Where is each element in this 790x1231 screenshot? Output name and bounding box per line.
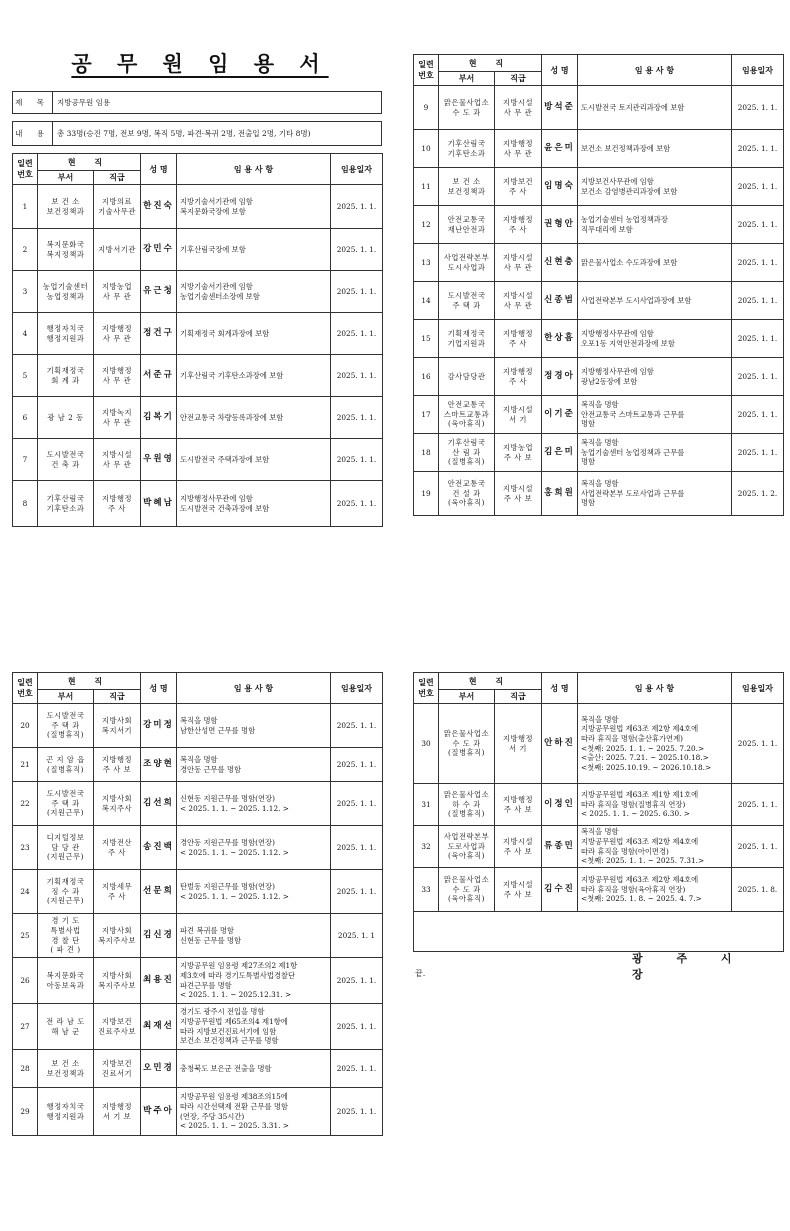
panel-4 bbox=[413, 672, 783, 952]
table-row bbox=[13, 748, 383, 782]
row-department: 기획재정국 기업지원과 bbox=[439, 320, 495, 358]
row-rank: 지방사회 복지주사보 bbox=[94, 914, 141, 958]
table-row bbox=[13, 313, 383, 355]
header-date: 임용일자 bbox=[732, 55, 784, 86]
row-department: 기후산림국 기후탄소과 bbox=[38, 481, 94, 527]
row-department: 광 남 2 동 bbox=[38, 397, 94, 439]
row-action: 복직을 명함 경안동 근무를 명함 bbox=[177, 748, 331, 782]
row-department: 안전교통국 건 설 과 (육아휴직) bbox=[439, 472, 495, 516]
row-date: 2025. 1. 1. bbox=[331, 355, 383, 397]
row-rank: 지방농업 주 사 보 bbox=[495, 434, 542, 472]
header-dept: 부서 bbox=[439, 690, 495, 704]
table-row bbox=[13, 782, 383, 826]
row-name: 신종범 bbox=[542, 282, 578, 320]
row-date: 2025. 1. 1. bbox=[732, 130, 784, 168]
row-date: 2025. 1. 1. bbox=[331, 1050, 383, 1088]
header-seq bbox=[13, 673, 38, 704]
row-name: 안하진 bbox=[542, 704, 578, 784]
header-action: 임 용 사 항 bbox=[177, 154, 331, 185]
row-name: 유근청 bbox=[141, 271, 177, 313]
row-date: 2025. 1. 1. bbox=[331, 313, 383, 355]
header-current: 현 직 bbox=[38, 673, 141, 690]
row-number: 10 bbox=[414, 130, 439, 168]
row-number: 27 bbox=[13, 1004, 38, 1050]
row-number: 1 bbox=[13, 185, 38, 229]
row-department: 도시발전국 주 택 과 (지원근무) bbox=[38, 782, 94, 826]
row-rank: 지방행정 주 사 보 bbox=[495, 784, 542, 826]
row-name: 강민수 bbox=[141, 229, 177, 271]
table-row bbox=[414, 282, 784, 320]
row-rank: 지방보건 진료주사보 bbox=[94, 1004, 141, 1050]
row-date: 2025. 1. 1. bbox=[732, 206, 784, 244]
row-number: 9 bbox=[414, 86, 439, 130]
row-department: 기후산림국 기후탄소과 bbox=[439, 130, 495, 168]
header-name: 성 명 bbox=[542, 55, 578, 86]
signature-cell bbox=[414, 912, 784, 952]
row-action: 지방기술서기관에 임함 복지문화국장에 보함 bbox=[177, 185, 331, 229]
row-number: 21 bbox=[13, 748, 38, 782]
panel-2 bbox=[413, 54, 783, 516]
table-row bbox=[13, 1050, 383, 1088]
table-row bbox=[13, 958, 383, 1004]
row-rank: 지방행정 사 무 관 bbox=[94, 313, 141, 355]
header-date: 임용일자 bbox=[331, 154, 383, 185]
table-row bbox=[414, 244, 784, 282]
table-row bbox=[414, 130, 784, 168]
header-name: 성 명 bbox=[542, 673, 578, 704]
row-date: 2025. 1. 1. bbox=[331, 782, 383, 826]
row-number: 7 bbox=[13, 439, 38, 481]
header-seq-line1: 일련 bbox=[418, 59, 434, 70]
row-rank: 지방사회 복지주사 bbox=[94, 782, 141, 826]
panel-1 bbox=[12, 153, 382, 527]
row-number: 18 bbox=[414, 434, 439, 472]
appointment-table bbox=[413, 672, 784, 952]
row-department: 도시발전국 건 축 과 bbox=[38, 439, 94, 481]
row-number: 16 bbox=[414, 358, 439, 396]
row-rank: 지방보건 주 사 bbox=[495, 168, 542, 206]
row-name: 최재선 bbox=[141, 1004, 177, 1050]
row-number: 26 bbox=[13, 958, 38, 1004]
row-action: 기획재정국 회계과장에 보함 bbox=[177, 313, 331, 355]
row-department: 기획재정국 회 계 과 bbox=[38, 355, 94, 397]
row-number: 25 bbox=[13, 914, 38, 958]
row-action: 탄벌동 지원근무를 명함(연장) < 2025. 1. 1. ~ 2025. 1.12. > bbox=[177, 870, 331, 914]
row-date: 2025. 1. 1. bbox=[331, 271, 383, 313]
row-number: 31 bbox=[414, 784, 439, 826]
row-rank: 지방의료 기술사무관 bbox=[94, 185, 141, 229]
header-rank: 직급 bbox=[94, 171, 141, 185]
row-number: 15 bbox=[414, 320, 439, 358]
row-number: 28 bbox=[13, 1050, 38, 1088]
row-rank: 지방행정 서 기 보 bbox=[94, 1088, 141, 1136]
table-row bbox=[414, 868, 784, 912]
row-action: 지방행정사무관에 임함 오포1동 지역안전과장에 보함 bbox=[578, 320, 732, 358]
row-department: 도시발전국 주 택 과 bbox=[439, 282, 495, 320]
row-date: 2025. 1. 1. bbox=[331, 229, 383, 271]
row-number: 2 bbox=[13, 229, 38, 271]
row-number: 29 bbox=[13, 1088, 38, 1136]
row-action: 도시발전국 토지관리과장에 보함 bbox=[578, 86, 732, 130]
row-number: 24 bbox=[13, 870, 38, 914]
row-date: 2025. 1. 1. bbox=[331, 397, 383, 439]
row-name: 송진백 bbox=[141, 826, 177, 870]
row-action: 보건소 보건정책과장에 보함 bbox=[578, 130, 732, 168]
header-action: 임 용 사 항 bbox=[578, 673, 732, 704]
row-name: 조양현 bbox=[141, 748, 177, 782]
table-row bbox=[414, 826, 784, 868]
row-action: 경안동 지원근무를 명함(연장) < 2025. 1. 1. ~ 2025. 1.12. > bbox=[177, 826, 331, 870]
subject-value: 지방공무원 임용 bbox=[57, 98, 111, 107]
row-date: 2025. 1. 1. bbox=[331, 870, 383, 914]
row-rank: 지방사회 복지서기 bbox=[94, 704, 141, 748]
row-rank: 지방행정 주 사 bbox=[94, 481, 141, 527]
subject-label: 제 목 bbox=[13, 92, 53, 113]
table-row bbox=[414, 704, 784, 784]
row-date: 2025. 1. 1. bbox=[331, 439, 383, 481]
row-name: 우원영 bbox=[141, 439, 177, 481]
row-name: 김선희 bbox=[141, 782, 177, 826]
header-current: 현 직 bbox=[439, 673, 542, 690]
header-seq-line1: 일련 bbox=[17, 158, 33, 169]
row-action: 지방행정사무관에 임함 도시발전국 건축과장에 보함 bbox=[177, 481, 331, 527]
row-action: 충청북도 보은군 전출을 명함 bbox=[177, 1050, 331, 1088]
row-department: 행정자치국 행정지원과 bbox=[38, 313, 94, 355]
appointment-table bbox=[12, 153, 383, 527]
row-number: 30 bbox=[414, 704, 439, 784]
row-rank: 지방행정 주 사 bbox=[495, 206, 542, 244]
row-date: 2025. 1. 1. bbox=[732, 244, 784, 282]
row-rank: 지방시설 사 무 관 bbox=[495, 282, 542, 320]
row-action: 도시발전국 주택과장에 보함 bbox=[177, 439, 331, 481]
table-row bbox=[13, 481, 383, 527]
row-action: 농업기술센터 농업정책과장 직무대리에 보함 bbox=[578, 206, 732, 244]
row-department: 복지문화국 복지정책과 bbox=[38, 229, 94, 271]
row-department: 기획재정국 징 수 과 (지원근무) bbox=[38, 870, 94, 914]
row-name: 김수진 bbox=[542, 868, 578, 912]
table-row bbox=[13, 914, 383, 958]
document-title: 공 무 원 임 용 서 bbox=[71, 51, 329, 76]
row-number: 19 bbox=[414, 472, 439, 516]
row-department: 사업전략본부 도로사업과 (육아휴직) bbox=[439, 826, 495, 868]
row-number: 5 bbox=[13, 355, 38, 397]
row-date: 2025. 1. 1 bbox=[331, 914, 383, 958]
panel-3 bbox=[12, 672, 382, 1136]
row-action: 기후산림국장에 보함 bbox=[177, 229, 331, 271]
header-seq bbox=[414, 55, 439, 86]
row-date: 2025. 1. 1. bbox=[732, 86, 784, 130]
row-name: 방석준 bbox=[542, 86, 578, 130]
header-seq-line2: 번호 bbox=[17, 688, 33, 698]
table-row bbox=[414, 396, 784, 434]
row-name: 서준규 bbox=[141, 355, 177, 397]
table-row bbox=[13, 870, 383, 914]
row-date: 2025. 1. 1. bbox=[331, 704, 383, 748]
row-rank: 지방시설 사 무 관 bbox=[495, 86, 542, 130]
row-name: 강미정 bbox=[141, 704, 177, 748]
row-name: 이정인 bbox=[542, 784, 578, 826]
header-seq-line2: 번호 bbox=[418, 70, 434, 80]
row-rank: 지방시설 서 기 bbox=[495, 396, 542, 434]
header-dept: 부서 bbox=[38, 171, 94, 185]
table-row bbox=[414, 434, 784, 472]
header-name: 성 명 bbox=[141, 154, 177, 185]
table-row bbox=[414, 206, 784, 244]
table-row bbox=[13, 826, 383, 870]
row-number: 33 bbox=[414, 868, 439, 912]
row-number: 12 bbox=[414, 206, 439, 244]
content-value: 총 33명(승진 7명, 전보 9명, 복직 5명, 파견·복귀 2명, 전출입 2명, 기타 8명) bbox=[57, 129, 311, 138]
row-name: 박주아 bbox=[141, 1088, 177, 1136]
table-row bbox=[414, 86, 784, 130]
row-action: 지방기술서기관에 임함 농업기술센터소장에 보함 bbox=[177, 271, 331, 313]
row-name: 윤은미 bbox=[542, 130, 578, 168]
row-department: 안전교통국 재난안전과 bbox=[439, 206, 495, 244]
row-action: 복직을 명함 남한산성면 근무를 명함 bbox=[177, 704, 331, 748]
row-date: 2025. 1. 1. bbox=[732, 784, 784, 826]
content-row bbox=[12, 121, 382, 146]
row-rank: 지방전산 주 사 bbox=[94, 826, 141, 870]
row-action: 파견 복귀를 명함 신현동 근무를 명함 bbox=[177, 914, 331, 958]
appointment-table bbox=[12, 672, 383, 1136]
row-date: 2025. 1. 1. bbox=[732, 434, 784, 472]
row-rank: 지방보건 진료서기 bbox=[94, 1050, 141, 1088]
header-current: 현 직 bbox=[38, 154, 141, 171]
table-row bbox=[414, 168, 784, 206]
row-name: 박혜남 bbox=[141, 481, 177, 527]
table-row bbox=[13, 355, 383, 397]
row-date: 2025. 1. 1. bbox=[732, 168, 784, 206]
row-number: 23 bbox=[13, 826, 38, 870]
row-rank: 지방시설 사 무 관 bbox=[495, 244, 542, 282]
header-action: 임 용 사 항 bbox=[177, 673, 331, 704]
row-department: 전 라 남 도 해 남 군 bbox=[38, 1004, 94, 1050]
row-rank: 지방행정 사 무 관 bbox=[94, 355, 141, 397]
row-action: 신현동 지원근무를 명함(연장) < 2025. 1. 1. ~ 2025. 1.12. > bbox=[177, 782, 331, 826]
row-date: 2025. 1. 1. bbox=[331, 958, 383, 1004]
content-label: 내 용 bbox=[13, 122, 53, 145]
row-number: 17 bbox=[414, 396, 439, 434]
header-rank: 직급 bbox=[495, 72, 542, 86]
row-department: 감사담당관 bbox=[439, 358, 495, 396]
row-department: 복지문화국 아동보육과 bbox=[38, 958, 94, 1004]
header-dept: 부서 bbox=[439, 72, 495, 86]
row-date: 2025. 1. 1. bbox=[732, 826, 784, 868]
row-action: 복직을 명함 농업기술센터 농업정책과 근무를 명함 bbox=[578, 434, 732, 472]
table-row bbox=[13, 704, 383, 748]
row-department: 보 건 소 보건정책과 bbox=[38, 185, 94, 229]
row-name: 김은미 bbox=[542, 434, 578, 472]
header-seq-line1: 일련 bbox=[418, 677, 434, 688]
row-action: 지방공무원법 제63조 제1항 제1호에 따라 휴직을 명함(질병휴직 연장) < 2025. 1. 1. ~ 2025. 6.30. > bbox=[578, 784, 732, 826]
subject-row bbox=[12, 91, 382, 114]
table-row bbox=[13, 229, 383, 271]
row-department: 기후산림국 산 림 과 (질병휴직) bbox=[439, 434, 495, 472]
row-rank: 지방녹지 사 무 관 bbox=[94, 397, 141, 439]
row-date: 2025. 1. 1. bbox=[331, 826, 383, 870]
header-seq bbox=[414, 673, 439, 704]
row-department: 사업전략본부 도시사업과 bbox=[439, 244, 495, 282]
row-rank: 지방시설 주 사 보 bbox=[495, 868, 542, 912]
row-action: 지방공무원 임용령 제27조의2 제1항 제3호에 따라 경기도특별사법경찰단 파견근무를 명함 < 2025. 1. 1. ~ 2025.12.31. > bbox=[177, 958, 331, 1004]
row-number: 6 bbox=[13, 397, 38, 439]
row-date: 2025. 1. 1. bbox=[732, 358, 784, 396]
row-department: 맑은물사업소 하 수 과 (질병휴직) bbox=[439, 784, 495, 826]
row-rank: 지방농업 사 무 관 bbox=[94, 271, 141, 313]
row-name: 정경아 bbox=[542, 358, 578, 396]
row-date: 2025. 1. 2. bbox=[732, 472, 784, 516]
row-rank: 지방행정 주 사 bbox=[495, 358, 542, 396]
row-rank: 지방시설 사 무 관 bbox=[94, 439, 141, 481]
row-rank: 지방행정 주 사 bbox=[495, 320, 542, 358]
row-name: 홍희원 bbox=[542, 472, 578, 516]
row-department: 보 건 소 보건정책과 bbox=[439, 168, 495, 206]
signature-row bbox=[414, 912, 784, 952]
appointment-table bbox=[413, 54, 784, 516]
row-number: 3 bbox=[13, 271, 38, 313]
header-rank: 직급 bbox=[94, 690, 141, 704]
row-name: 김신경 bbox=[141, 914, 177, 958]
row-name: 류종민 bbox=[542, 826, 578, 868]
header-action: 임 용 사 항 bbox=[578, 55, 732, 86]
row-action: 지방행정사무관에 임함 광남2동장에 보함 bbox=[578, 358, 732, 396]
row-action: 기후산림국 기후탄소과장에 보함 bbox=[177, 355, 331, 397]
row-date: 2025. 1. 1. bbox=[331, 1088, 383, 1136]
table-row bbox=[13, 1004, 383, 1050]
row-department: 도시발전국 주 택 과 (질병휴직) bbox=[38, 704, 94, 748]
signature: 광 주 시 장 bbox=[632, 952, 747, 981]
row-date: 2025. 1. 1. bbox=[331, 748, 383, 782]
row-number: 8 bbox=[13, 481, 38, 527]
table-row bbox=[414, 784, 784, 826]
row-date: 2025. 1. 1. bbox=[732, 320, 784, 358]
table-row bbox=[13, 1088, 383, 1136]
row-department: 맑은물사업소 수 도 과 (육아휴직) bbox=[439, 868, 495, 912]
row-department: 곤 지 암 읍 (질병휴직) bbox=[38, 748, 94, 782]
row-date: 2025. 1. 8. bbox=[732, 868, 784, 912]
row-name: 오민경 bbox=[141, 1050, 177, 1088]
row-action: 안전교통국 차량등록과장에 보함 bbox=[177, 397, 331, 439]
row-action: 복직을 명함 사업전략본부 도로사업과 근무를 명함 bbox=[578, 472, 732, 516]
header-current: 현 직 bbox=[439, 55, 542, 72]
row-action: 사업전략본부 도시사업과장에 보함 bbox=[578, 282, 732, 320]
row-action: 지방공무원 임용령 제38조의15에 따라 시간선택제 전환 근무를 명함 (연장, 주당 35시간) < 2025. 1. 1. ~ 2025. 3.31. > bbox=[177, 1088, 331, 1136]
row-name: 선문희 bbox=[141, 870, 177, 914]
header-rank: 직급 bbox=[495, 690, 542, 704]
row-department: 맑은물사업소 수 도 과 (질병휴직) bbox=[439, 704, 495, 784]
table-row bbox=[13, 397, 383, 439]
row-department: 보 건 소 보건정책과 bbox=[38, 1050, 94, 1088]
row-date: 2025. 1. 1. bbox=[331, 185, 383, 229]
header-seq-line1: 일련 bbox=[17, 677, 33, 688]
row-action: 지방보건사무관에 임함 보건소 감염병관리과장에 보함 bbox=[578, 168, 732, 206]
row-rank: 지방행정 서 기 bbox=[495, 704, 542, 784]
header-seq-line2: 번호 bbox=[17, 169, 33, 179]
row-name: 임명숙 bbox=[542, 168, 578, 206]
row-number: 14 bbox=[414, 282, 439, 320]
header-date: 임용일자 bbox=[732, 673, 784, 704]
row-department: 행정자치국 행정지원과 bbox=[38, 1088, 94, 1136]
row-number: 13 bbox=[414, 244, 439, 282]
row-department: 디지털정보 담 당 관 (지원근무) bbox=[38, 826, 94, 870]
row-rank: 지방세무 주 사 bbox=[94, 870, 141, 914]
table-row bbox=[13, 271, 383, 313]
row-date: 2025. 1. 1. bbox=[331, 1004, 383, 1050]
row-department: 맑은물사업소 수 도 과 bbox=[439, 86, 495, 130]
row-name: 이기준 bbox=[542, 396, 578, 434]
end-mark: 끝. bbox=[415, 969, 426, 978]
header-dept: 부서 bbox=[38, 690, 94, 704]
row-date: 2025. 1. 1. bbox=[732, 396, 784, 434]
row-date: 2025. 1. 1. bbox=[331, 481, 383, 527]
table-row bbox=[414, 358, 784, 396]
table-row bbox=[414, 472, 784, 516]
row-name: 한상흠 bbox=[542, 320, 578, 358]
row-number: 22 bbox=[13, 782, 38, 826]
row-number: 32 bbox=[414, 826, 439, 868]
row-date: 2025. 1. 1. bbox=[732, 704, 784, 784]
row-name: 신현충 bbox=[542, 244, 578, 282]
row-number: 11 bbox=[414, 168, 439, 206]
row-name: 권형안 bbox=[542, 206, 578, 244]
row-department: 안전교통국 스마트교통과 (육아휴직) bbox=[439, 396, 495, 434]
row-number: 4 bbox=[13, 313, 38, 355]
row-action: 경기도 광주시 전입을 명함 지방공무원법 제65조의4 제1항에 따라 지방보건진료서기에 임함 보건소 보건정책과 근무를 명함 bbox=[177, 1004, 331, 1050]
table-row bbox=[414, 320, 784, 358]
row-number: 20 bbox=[13, 704, 38, 748]
row-action: 지방공무원법 제63조 제2항 제4호에 따라 휴직을 명함(육아휴직 연장) <첫째: 2025. 1. 8. ~ 2025. 4. 7.> bbox=[578, 868, 732, 912]
row-department: 경 기 도 특별사법 경 찰 단 ( 파 견 ) bbox=[38, 914, 94, 958]
row-rank: 지방행정 사 무 관 bbox=[495, 130, 542, 168]
row-action: 복직을 명함 지방공무원법 제63조 제2항 제4호에 따라 휴직을 명함(출산휴가연계) <첫째: 2025. 1. 1. ~ 2025. 7.20.> <출산: 2025. 7.21. ~ 2025.10.18.> <첫째: 2025.10.19. ~ 2026.10.18.> bbox=[578, 704, 732, 784]
row-name: 한진숙 bbox=[141, 185, 177, 229]
row-rank: 지방사회 복지주사보 bbox=[94, 958, 141, 1004]
row-name: 김복기 bbox=[141, 397, 177, 439]
header-seq bbox=[13, 154, 38, 185]
row-name: 정건구 bbox=[141, 313, 177, 355]
row-rank: 지방행정 주 사 보 bbox=[94, 748, 141, 782]
row-date: 2025. 1. 1. bbox=[732, 282, 784, 320]
table-row bbox=[13, 439, 383, 481]
table-row bbox=[13, 185, 383, 229]
row-rank: 지방서기관 bbox=[94, 229, 141, 271]
header-name: 성 명 bbox=[141, 673, 177, 704]
row-department: 농업기술센터 농업정책과 bbox=[38, 271, 94, 313]
header-date: 임용일자 bbox=[331, 673, 383, 704]
row-action: 맑은물사업소 수도과장에 보함 bbox=[578, 244, 732, 282]
row-action: 복직을 명함 지방공무원법 제63조 제2항 제4호에 따라 휴직을 명함(아이면경) <첫째: 2025. 1. 1. ~ 2025. 7.31.> bbox=[578, 826, 732, 868]
header-seq-line2: 번호 bbox=[418, 688, 434, 698]
row-name: 최용진 bbox=[141, 958, 177, 1004]
row-rank: 지방시설 주 사 보 bbox=[495, 826, 542, 868]
row-rank: 지방시설 주 사 보 bbox=[495, 472, 542, 516]
row-action: 복직을 명함 안전교통국 스마트교통과 근무를 명함 bbox=[578, 396, 732, 434]
